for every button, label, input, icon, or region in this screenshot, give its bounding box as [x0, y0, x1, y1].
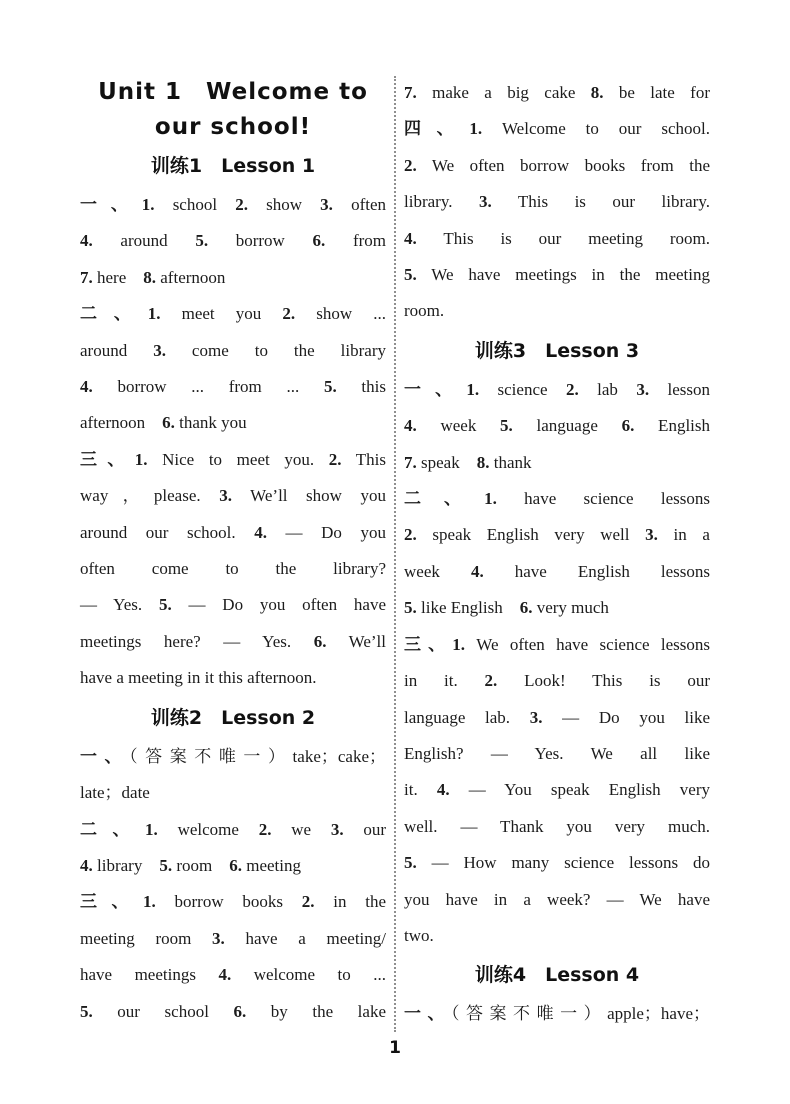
text-line: two. — [404, 925, 434, 945]
text-line: 一、1. school 2. show 3. often — [80, 195, 386, 214]
text-line: 2. We often borrow books from the — [404, 155, 710, 175]
text-line: — Yes. 5. — Do you often have — [80, 595, 386, 615]
text-line: have a meeting in it this afternoon. — [80, 668, 317, 688]
text-line: afternoon 6. thank you — [80, 413, 247, 433]
text-line: 5. We have meetings in the meeting — [404, 265, 710, 285]
section-heading: 训练4 Lesson 4 — [474, 964, 640, 987]
text-line: library. 3. This is our library. — [404, 192, 710, 212]
text-line: 7. make a big cake 8. be late for — [404, 83, 710, 102]
text-line: 二、1. welcome 2. we 3. our — [80, 819, 387, 839]
right-column — [404, 75, 710, 1033]
section-heading: 训练3 Lesson 3 — [474, 339, 640, 362]
text-line: 4. borrow ... from ... 5. this — [80, 377, 386, 397]
text-line: meeting room 3. have a meeting/ — [80, 928, 386, 948]
text-line: have meetings 4. welcome to ... — [80, 965, 386, 985]
page-number: 1 — [389, 1038, 401, 1058]
text-line: 5. our school 6. by the lake — [80, 1001, 386, 1021]
left-column — [80, 75, 386, 1030]
text-line: language lab. 3. — Do you like — [404, 707, 710, 727]
text-line: meetings here? — Yes. 6. We’ll — [80, 631, 387, 651]
text-line: 7. here 8. afternoon — [80, 267, 226, 287]
text-line: week 4. have English lessons — [404, 561, 711, 581]
text-line: late；date — [80, 783, 150, 803]
text-line: 四、1. Welcome to our school. — [404, 119, 710, 139]
text-line: 4. This is our meeting room. — [404, 228, 710, 248]
text-line: 三、1. We often have science lessons — [404, 634, 711, 654]
text-line: 二、1. meet you 2. show ... — [80, 304, 386, 324]
text-line: 三、1. Nice to meet you. 2. This — [80, 449, 387, 469]
section-heading: 训练2 Lesson 2 — [150, 706, 316, 729]
text-line: 4. week 5. language 6. English — [404, 416, 711, 436]
text-line: 7. speak 8. thank — [404, 452, 532, 472]
text-line: 一、1. science 2. lab 3. lesson — [404, 379, 710, 399]
text-line: 2. speak English very well 3. in a — [404, 525, 710, 545]
text-line: it. 4. — You speak English very — [404, 780, 710, 800]
unit-title-line: Unit 1 Welcome to — [98, 79, 368, 105]
text-line: around 3. come to the library — [80, 340, 386, 360]
text-line: in it. 2. Look! This is our — [404, 671, 710, 691]
text-line: 5. like English 6. very much — [404, 598, 609, 618]
text-line: 三、1. borrow books 2. in the — [80, 892, 387, 912]
unit-title-line: our school! — [154, 114, 312, 140]
text-line: room. — [404, 301, 445, 321]
text-line: well. — Thank you very much. — [404, 816, 710, 836]
section-heading: 训练1 Lesson 1 — [150, 155, 316, 177]
text-line: 一、（答案不唯一）apple；have； — [404, 1004, 711, 1024]
text-line: 4. around 5. borrow 6. from — [80, 231, 386, 251]
text-line: 一、（答案不唯一）take；cake； — [80, 746, 387, 766]
text-line: 二、1. have science lessons — [404, 489, 710, 509]
text-line: 5. — How many science lessons do — [404, 853, 710, 873]
text-line: often come to the library? — [80, 559, 386, 579]
text-line: 4. library 5. room 6. meeting — [80, 855, 301, 875]
text-line: English? — Yes. We all like — [404, 743, 710, 763]
text-line: way，please. 3. We’ll show you — [80, 486, 386, 506]
text-line: around our school. 4. — Do you — [80, 522, 386, 542]
column-divider — [394, 76, 396, 1032]
text-line: you have in a week? — We have — [404, 889, 710, 909]
